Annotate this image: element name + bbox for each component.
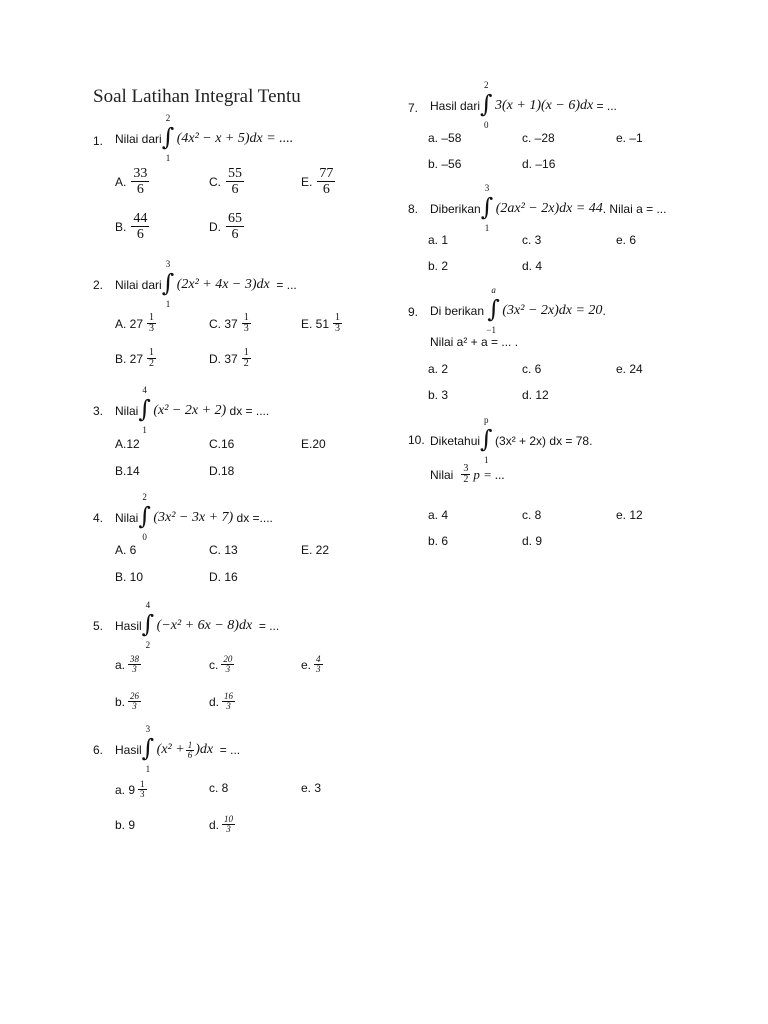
question-prefix: Hasil: [115, 743, 142, 757]
upper-limit: 3: [165, 259, 171, 269]
question-9-line-2: Nilai a² + a = ... .: [430, 335, 519, 349]
choice-e[interactable]: E. 51 $\frac{1}{3}$: [301, 312, 341, 334]
choice-c[interactable]: C. 37 $\frac{1}{3}$: [209, 312, 249, 334]
integrand-start: (x² +: [156, 742, 185, 757]
lower-limit: 1: [165, 299, 171, 309]
choice-b[interactable]: b. $\frac{26}{3}$: [115, 691, 140, 711]
choice-a[interactable]: A. $\frac{33}{6}$: [115, 166, 148, 197]
upper-limit: a: [491, 285, 496, 295]
choice-a[interactable]: A. 6: [115, 543, 137, 557]
choice-c[interactable]: c. $\frac{20}{3}$: [209, 654, 233, 674]
choice-b[interactable]: b. 6: [428, 534, 449, 548]
question-text: [430, 183, 667, 233]
choice-d[interactable]: d. –16: [522, 157, 556, 171]
choice-d[interactable]: d. 4: [522, 259, 543, 273]
upper-limit: 2: [165, 113, 171, 123]
lower-limit: 1: [165, 153, 171, 163]
choice-a[interactable]: a. 2: [428, 362, 449, 376]
lower-limit: 1: [484, 223, 490, 233]
lower-limit: 1: [145, 764, 151, 774]
choice-d[interactable]: d. 12: [522, 388, 549, 402]
question-text: [430, 415, 593, 465]
upper-limit: 4: [145, 600, 151, 610]
choice-d[interactable]: d. $\frac{16}{3}$: [209, 691, 234, 711]
integrand: (3x² − 3x + 7): [153, 510, 234, 525]
question-prefix: Nilai: [115, 404, 139, 418]
upper-limit: 3: [145, 724, 151, 734]
choice-a[interactable]: a. 1: [428, 233, 449, 247]
integrand: (2ax² − 2x)dx = 44: [495, 201, 603, 216]
choice-e[interactable]: E. $\frac{77}{6}$: [301, 166, 334, 197]
choice-b[interactable]: b. 3: [428, 388, 449, 402]
choice-b[interactable]: B. 10: [115, 570, 144, 584]
question-text: [430, 80, 617, 130]
choice-a[interactable]: a. 4: [428, 508, 449, 522]
choice-a[interactable]: a. 9 $\frac{1}{3}$: [115, 779, 145, 799]
integral-symbol: ∫ 3 1: [141, 724, 155, 774]
choice-c[interactable]: c. 6: [522, 362, 542, 376]
integral-symbol: ∫ a −1: [486, 285, 500, 335]
choice-b[interactable]: b. 2: [428, 259, 449, 273]
choice-e[interactable]: E. 22: [301, 543, 330, 557]
choice-b[interactable]: b. 9: [115, 818, 136, 832]
choice-e[interactable]: E.20: [301, 437, 326, 451]
lower-limit: −1: [486, 325, 496, 335]
question-number: 7.: [408, 101, 419, 115]
integrand: (2x² + 4x − 3)dx: [176, 277, 270, 292]
question-suffix: .: [602, 304, 606, 318]
question-10-line-2: Nilai $\frac{3}{2}$ p = ...: [430, 463, 505, 485]
choice-e[interactable]: e. 24: [616, 362, 643, 376]
question-prefix: Di berikan: [430, 304, 485, 318]
choice-a[interactable]: A. 27 $\frac{1}{3}$: [115, 312, 155, 334]
upper-limit: p: [484, 415, 489, 425]
choice-e[interactable]: e. 12: [616, 508, 643, 522]
choice-d[interactable]: D. $\frac{65}{6}$: [209, 211, 242, 242]
question-suffix: = ...: [596, 99, 617, 113]
choice-b[interactable]: b. –56: [428, 157, 462, 171]
question-suffix: = ...: [276, 278, 297, 292]
choice-e[interactable]: e. $\frac{4}{3}$: [301, 654, 321, 674]
upper-limit: 2: [142, 492, 147, 502]
choice-e[interactable]: e. 3: [301, 781, 322, 795]
question-prefix: Nilai dari: [115, 278, 162, 292]
integrand: 3(x + 1)(x − 6)dx: [495, 98, 594, 113]
inline-fraction: $\frac{3}{2}$: [463, 463, 469, 485]
integrand: (3x² + 2x): [495, 434, 547, 448]
question-text: [115, 113, 294, 163]
question-prefix: Nilai dari: [115, 132, 162, 146]
choice-c[interactable]: c. 8: [522, 508, 542, 522]
question-text: [430, 285, 606, 335]
integral-symbol: ∫ 3 1: [161, 259, 175, 309]
question-text: [115, 492, 273, 542]
question-suffix: . Nilai a = ...: [602, 202, 667, 216]
question-text: [115, 385, 270, 435]
question-prefix: Hasil: [115, 619, 142, 633]
question-number: 4.: [93, 511, 104, 525]
question-number: 6.: [93, 743, 104, 757]
question-prefix: Nilai: [115, 511, 139, 525]
question-suffix: dx =....: [236, 511, 273, 525]
integral-symbol: ∫ 2 0: [138, 492, 151, 542]
question-number: 2.: [93, 278, 104, 292]
inline-fraction: $\frac{1}{6}$: [187, 739, 193, 760]
choice-d[interactable]: d. 9: [522, 534, 543, 548]
choice-c[interactable]: C. $\frac{55}{6}$: [209, 166, 242, 197]
upper-limit: 3: [484, 183, 490, 193]
choice-c[interactable]: c. 3: [522, 233, 542, 247]
integrand: (−x² + 6x − 8)dx: [156, 618, 253, 633]
choice-c[interactable]: C.16: [209, 437, 235, 451]
choice-a[interactable]: a. $\frac{38}{3}$: [115, 654, 140, 674]
question-prefix: Diberikan: [430, 202, 481, 216]
choice-a[interactable]: A.12: [115, 437, 140, 451]
upper-limit: 2: [484, 80, 489, 90]
choice-d[interactable]: D. 16: [209, 570, 238, 584]
question-prefix: Diketahui: [430, 434, 481, 448]
question-suffix: dx = ....: [229, 404, 270, 418]
choice-d[interactable]: d. $\frac{10}{3}$: [209, 814, 234, 834]
integral-symbol: ∫ 4 1: [138, 385, 151, 435]
question-text: [115, 259, 297, 309]
choice-a[interactable]: a. –58: [428, 131, 462, 145]
lower-limit: 0: [484, 120, 489, 130]
lower-limit: 1: [484, 455, 489, 465]
question-number: 3.: [93, 404, 104, 418]
question-suffix: = ...: [219, 743, 241, 757]
integrand: (3x² − 2x)dx = 20: [502, 303, 603, 318]
choice-b[interactable]: B.14: [115, 464, 140, 478]
question-suffix: dx = 78.: [549, 434, 593, 448]
choice-e[interactable]: e. 6: [616, 233, 637, 247]
question-text: [115, 600, 280, 650]
integrand: (4x² − x + 5)dx = ....: [176, 131, 294, 146]
lower-limit: 0: [142, 532, 147, 542]
question-number: 8.: [408, 202, 419, 216]
choice-e[interactable]: e. –1: [616, 131, 643, 145]
choice-c[interactable]: C. 13: [209, 543, 238, 557]
question-number: 10.: [408, 433, 425, 447]
choice-c[interactable]: c. –28: [522, 131, 555, 145]
integral-symbol: ∫ 4 2: [141, 600, 155, 650]
question-suffix: = ...: [258, 619, 280, 633]
integral-symbol: ∫ 3 1: [480, 183, 494, 233]
question-number: 5.: [93, 619, 104, 633]
integral-symbol: ∫ p 1: [480, 415, 493, 465]
choice-d[interactable]: D. 37 $\frac{1}{2}$: [209, 347, 249, 369]
lower-limit: 2: [145, 640, 151, 650]
choice-b[interactable]: B. 27 $\frac{1}{2}$: [115, 347, 155, 369]
integral-symbol: ∫ 2 0: [480, 80, 493, 130]
question-prefix: Hasil dari: [430, 99, 481, 113]
integrand: (x² − 2x + 2): [153, 403, 227, 418]
choice-c[interactable]: c. 8: [209, 781, 229, 795]
integrand-end: )dx: [195, 742, 214, 757]
lower-limit: 1: [142, 425, 147, 435]
question-number: 1.: [93, 134, 104, 148]
choice-d[interactable]: D.18: [209, 464, 235, 478]
page-title: Soal Latihan Integral Tentu: [93, 86, 301, 107]
upper-limit: 4: [142, 385, 147, 395]
choice-b[interactable]: B. $\frac{44}{6}$: [115, 211, 148, 242]
question-number: 9.: [408, 305, 419, 319]
question-text: [115, 724, 241, 774]
integral-symbol: ∫ 2 1: [161, 113, 175, 163]
